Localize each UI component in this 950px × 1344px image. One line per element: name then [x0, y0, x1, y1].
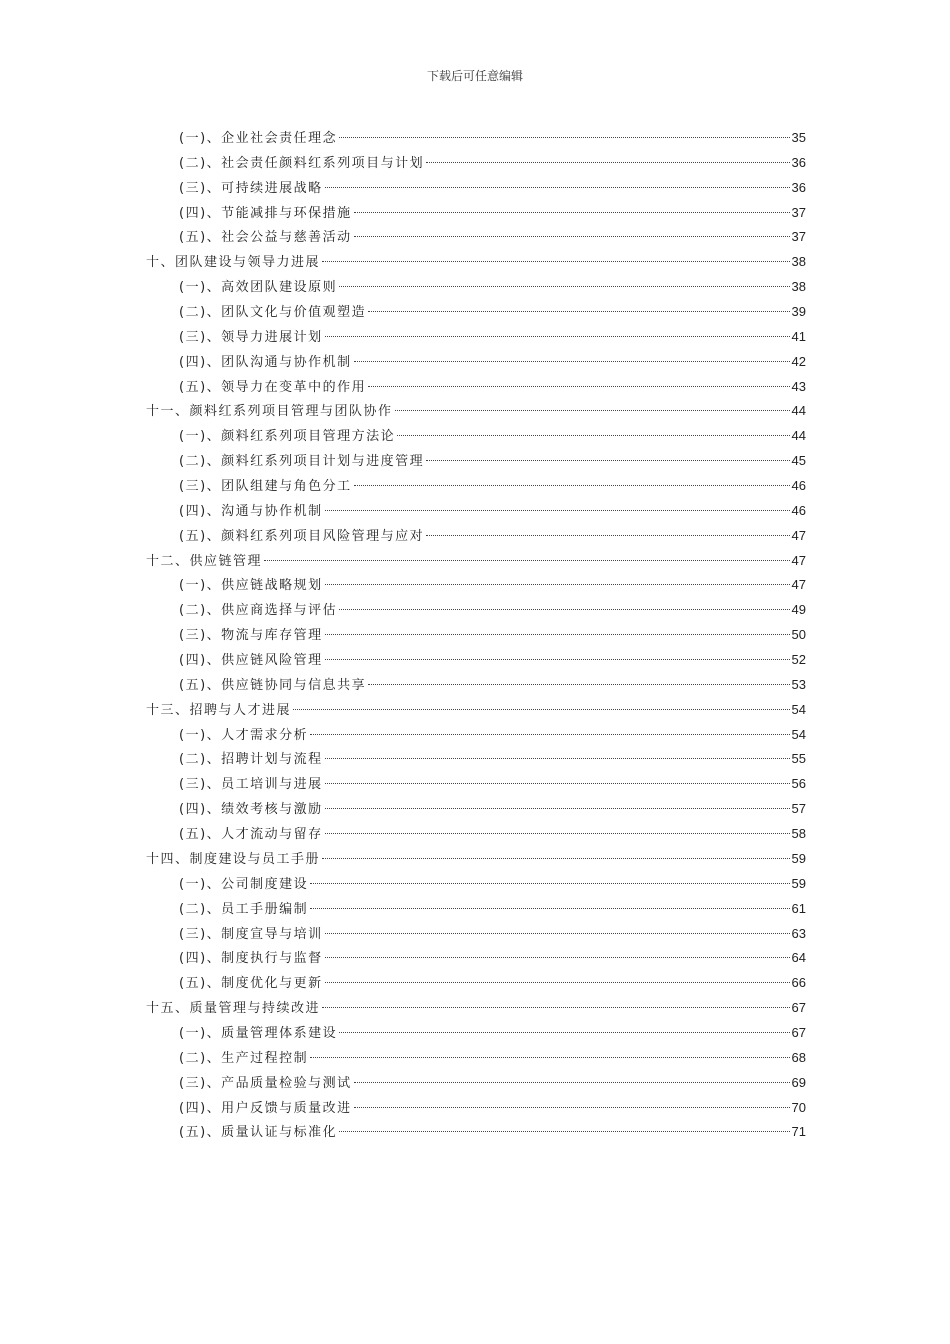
toc-leader-dots — [322, 261, 790, 262]
toc-entry-page-number: 39 — [791, 304, 806, 320]
toc-entry-page-number: 50 — [791, 627, 806, 643]
toc-leader-dots — [368, 311, 789, 312]
toc-entry[interactable] — [146, 598, 806, 623]
toc-leader-dots — [325, 833, 790, 834]
toc-entry-page-number: 66 — [791, 975, 806, 991]
toc-leader-dots — [339, 609, 789, 610]
toc-leader-dots — [426, 460, 789, 461]
toc-entry[interactable] — [146, 1096, 806, 1121]
toc-entry-page-number: 70 — [791, 1099, 806, 1115]
toc-entry-label: (五)、人才流动与留存 — [179, 827, 323, 843]
toc-entry[interactable] — [146, 1071, 806, 1096]
toc-entry[interactable] — [146, 300, 806, 325]
toc-entry-label: (三)、物流与库存管理 — [179, 628, 323, 644]
toc-entry-page-number: 43 — [791, 378, 806, 394]
toc-entry-page-number: 44 — [791, 403, 806, 419]
toc-entry-label: (一)、颜料红系列项目管理方法论 — [179, 429, 396, 445]
toc-entry-label: (三)、产品质量检验与测试 — [179, 1075, 352, 1091]
toc-entry-label: (二)、供应商选择与评估 — [179, 603, 338, 619]
toc-entry[interactable] — [146, 623, 806, 648]
toc-entry-page-number: 59 — [791, 850, 806, 866]
toc-entry-page-number: 37 — [791, 204, 806, 220]
toc-leader-dots — [368, 386, 789, 387]
toc-entry-label: (三)、制度宣导与培训 — [179, 926, 323, 942]
toc-entry-label: (一)、人才需求分析 — [179, 727, 309, 743]
toc-leader-dots — [325, 783, 790, 784]
toc-entry-label: (二)、员工手册编制 — [179, 901, 309, 917]
toc-leader-dots — [310, 1057, 789, 1058]
toc-leader-dots — [310, 734, 789, 735]
toc-entry[interactable] — [146, 698, 806, 723]
toc-entry-page-number: 52 — [791, 652, 806, 668]
toc-leader-dots — [368, 684, 789, 685]
toc-entry-label: 十四、制度建设与员工手册 — [146, 851, 321, 867]
toc-leader-dots — [397, 435, 789, 436]
toc-entry-page-number: 47 — [791, 527, 806, 543]
toc-entry-label: (五)、领导力在变革中的作用 — [179, 379, 367, 395]
toc-leader-dots — [325, 336, 790, 337]
toc-entry-page-number: 36 — [791, 154, 806, 170]
toc-leader-dots — [325, 933, 790, 934]
toc-entry-label: (三)、员工培训与进展 — [179, 777, 323, 793]
toc-leader-dots — [354, 212, 790, 213]
toc-entry-label: (三)、团队组建与角色分工 — [179, 479, 352, 495]
toc-entry-page-number: 44 — [791, 428, 806, 444]
toc-entry-page-number: 37 — [791, 229, 806, 245]
toc-entry-page-number: 68 — [791, 1049, 806, 1065]
toc-entry-label: (五)、供应链协同与信息共享 — [179, 677, 367, 693]
toc-entry-page-number: 41 — [791, 328, 806, 344]
toc-leader-dots — [325, 187, 790, 188]
toc-entry[interactable] — [146, 573, 806, 598]
toc-entry[interactable] — [146, 847, 806, 872]
toc-entry-page-number: 46 — [791, 478, 806, 494]
toc-entry-label: (五)、颜料红系列项目风险管理与应对 — [179, 528, 425, 544]
toc-entry-label: (四)、节能减排与环保措施 — [179, 205, 352, 221]
toc-entry[interactable] — [146, 176, 806, 201]
toc-entry[interactable] — [146, 474, 806, 499]
toc-entry-label: (四)、沟通与协作机制 — [179, 503, 323, 519]
toc-entry-page-number: 45 — [791, 453, 806, 469]
toc-leader-dots — [354, 236, 790, 237]
toc-entry-label: (三)、领导力进展计划 — [179, 329, 323, 345]
toc-entry-label: (一)、高效团队建设原则 — [179, 280, 338, 296]
toc-entry[interactable] — [146, 524, 806, 549]
toc-leader-dots — [354, 361, 790, 362]
toc-entry-label: (五)、制度优化与更新 — [179, 976, 323, 992]
toc-leader-dots — [310, 883, 789, 884]
toc-entry[interactable] — [146, 872, 806, 897]
toc-leader-dots — [426, 162, 789, 163]
toc-entry[interactable] — [146, 350, 806, 375]
toc-entry[interactable] — [146, 971, 806, 996]
toc-leader-dots — [293, 709, 790, 710]
toc-entry[interactable] — [146, 772, 806, 797]
toc-entry[interactable] — [146, 822, 806, 847]
toc-entry-page-number: 55 — [791, 751, 806, 767]
toc-entry[interactable] — [146, 499, 806, 524]
toc-entry-label: 十三、招聘与人才进展 — [146, 702, 292, 718]
toc-entry-page-number: 38 — [791, 279, 806, 295]
toc-entry-page-number: 63 — [791, 925, 806, 941]
toc-leader-dots — [322, 858, 790, 859]
toc-entry-page-number: 36 — [791, 179, 806, 195]
toc-entry-page-number: 35 — [791, 130, 806, 145]
toc-entry-page-number: 58 — [791, 826, 806, 842]
toc-entry-page-number: 71 — [791, 1124, 806, 1140]
toc-entry[interactable] — [146, 673, 806, 698]
toc-entry[interactable] — [146, 1021, 806, 1046]
page-header: 下载后可任意编辑 — [426, 69, 523, 83]
toc-leader-dots — [339, 137, 789, 138]
toc-entry-label: (四)、绩效考核与激励 — [179, 802, 323, 818]
toc-leader-dots — [325, 584, 790, 585]
toc-entry[interactable] — [146, 449, 806, 474]
toc-entry-label: (二)、颜料红系列项目计划与进度管理 — [179, 454, 425, 470]
toc-leader-dots — [354, 485, 790, 486]
toc-entry-label: (五)、社会公益与慈善活动 — [179, 230, 352, 246]
toc-leader-dots — [325, 659, 790, 660]
toc-entry[interactable] — [146, 1046, 806, 1071]
toc-entry-page-number: 57 — [791, 801, 806, 817]
toc-entry-label: (四)、团队沟通与协作机制 — [179, 354, 352, 370]
toc-entry-label: (二)、团队文化与价值观塑造 — [179, 305, 367, 321]
toc-entry-label: (一)、企业社会责任理念 — [179, 131, 338, 146]
toc-entry-label: 十、团队建设与领导力进展 — [146, 255, 321, 271]
toc-leader-dots — [426, 535, 789, 536]
toc-entry[interactable] — [146, 151, 806, 176]
toc-leader-dots — [325, 758, 790, 759]
toc-entry-page-number: 64 — [791, 950, 806, 966]
toc-entry[interactable] — [146, 648, 806, 673]
toc-leader-dots — [264, 560, 790, 561]
toc-entry-label: 十一、颜料红系列项目管理与团队协作 — [146, 404, 393, 420]
toc-entry[interactable] — [146, 723, 806, 748]
toc-leader-dots — [325, 634, 790, 635]
toc-leader-dots — [395, 410, 790, 411]
toc-entry[interactable] — [146, 325, 806, 350]
toc-entry-label: (一)、供应链战略规划 — [179, 578, 323, 594]
toc-entry-page-number: 56 — [791, 776, 806, 792]
toc-leader-dots — [325, 510, 790, 511]
toc-entry-label: (一)、公司制度建设 — [179, 876, 309, 892]
toc-entry[interactable] — [146, 225, 806, 250]
toc-entry-label: (四)、用户反馈与质量改进 — [179, 1100, 352, 1116]
toc-entry-label: (二)、生产过程控制 — [179, 1050, 309, 1066]
toc-entry-label: (三)、可持续进展战略 — [179, 180, 323, 196]
toc-entry[interactable] — [146, 201, 806, 226]
toc-entry-label: (四)、制度执行与监督 — [179, 951, 323, 967]
toc-entry[interactable] — [146, 922, 806, 947]
toc-entry-label: (二)、招聘计划与流程 — [179, 752, 323, 768]
toc-entry-label: 十二、供应链管理 — [146, 553, 263, 569]
toc-entry-page-number: 46 — [791, 502, 806, 518]
toc-entry-page-number: 38 — [791, 254, 806, 270]
toc-entry-label: (五)、质量认证与标准化 — [179, 1125, 338, 1141]
toc-leader-dots — [322, 1007, 790, 1008]
toc-entry-label: 十五、质量管理与持续改进 — [146, 1001, 321, 1017]
toc-entry-page-number: 47 — [791, 577, 806, 593]
toc-leader-dots — [354, 1082, 790, 1083]
toc-entry-label: (二)、社会责任颜料红系列项目与计划 — [179, 155, 425, 171]
toc-entry-page-number: 49 — [791, 602, 806, 618]
toc-entry[interactable] — [146, 399, 806, 424]
toc-entry[interactable] — [146, 424, 806, 449]
toc-leader-dots — [354, 1107, 790, 1108]
toc-entry[interactable] — [146, 549, 806, 574]
toc-entry-page-number: 47 — [791, 552, 806, 568]
toc-entry[interactable] — [146, 747, 806, 772]
toc-leader-dots — [325, 957, 790, 958]
toc-entry[interactable] — [146, 946, 806, 971]
toc-entry-page-number: 67 — [791, 1000, 806, 1016]
toc-leader-dots — [339, 1032, 789, 1033]
toc-leader-dots — [325, 808, 790, 809]
toc-entry[interactable] — [146, 897, 806, 922]
toc-entry-page-number: 42 — [791, 353, 806, 369]
toc-entry[interactable] — [146, 275, 806, 300]
toc-entry[interactable] — [146, 375, 806, 400]
toc-entry-label: (四)、供应链风险管理 — [179, 653, 323, 669]
toc-leader-dots — [339, 286, 789, 287]
toc-entry[interactable] — [146, 1120, 806, 1145]
toc-entry-page-number: 53 — [791, 676, 806, 692]
toc-entry-page-number: 69 — [791, 1074, 806, 1090]
toc-entry-page-number: 59 — [791, 875, 806, 891]
toc-entry-page-number: 54 — [791, 701, 806, 717]
toc-entry-page-number: 67 — [791, 1024, 806, 1040]
toc-entry-page-number: 54 — [791, 726, 806, 742]
toc-entry[interactable] — [146, 996, 806, 1021]
toc-entry[interactable] — [146, 250, 806, 275]
toc-entry-label: (一)、质量管理体系建设 — [179, 1025, 338, 1041]
toc-entry[interactable] — [146, 797, 806, 822]
toc-entry[interactable] — [146, 126, 806, 151]
table-of-contents — [146, 126, 806, 1145]
toc-leader-dots — [325, 982, 790, 983]
toc-leader-dots — [310, 908, 789, 909]
toc-leader-dots — [339, 1131, 789, 1132]
toc-entry-page-number: 61 — [791, 900, 806, 916]
